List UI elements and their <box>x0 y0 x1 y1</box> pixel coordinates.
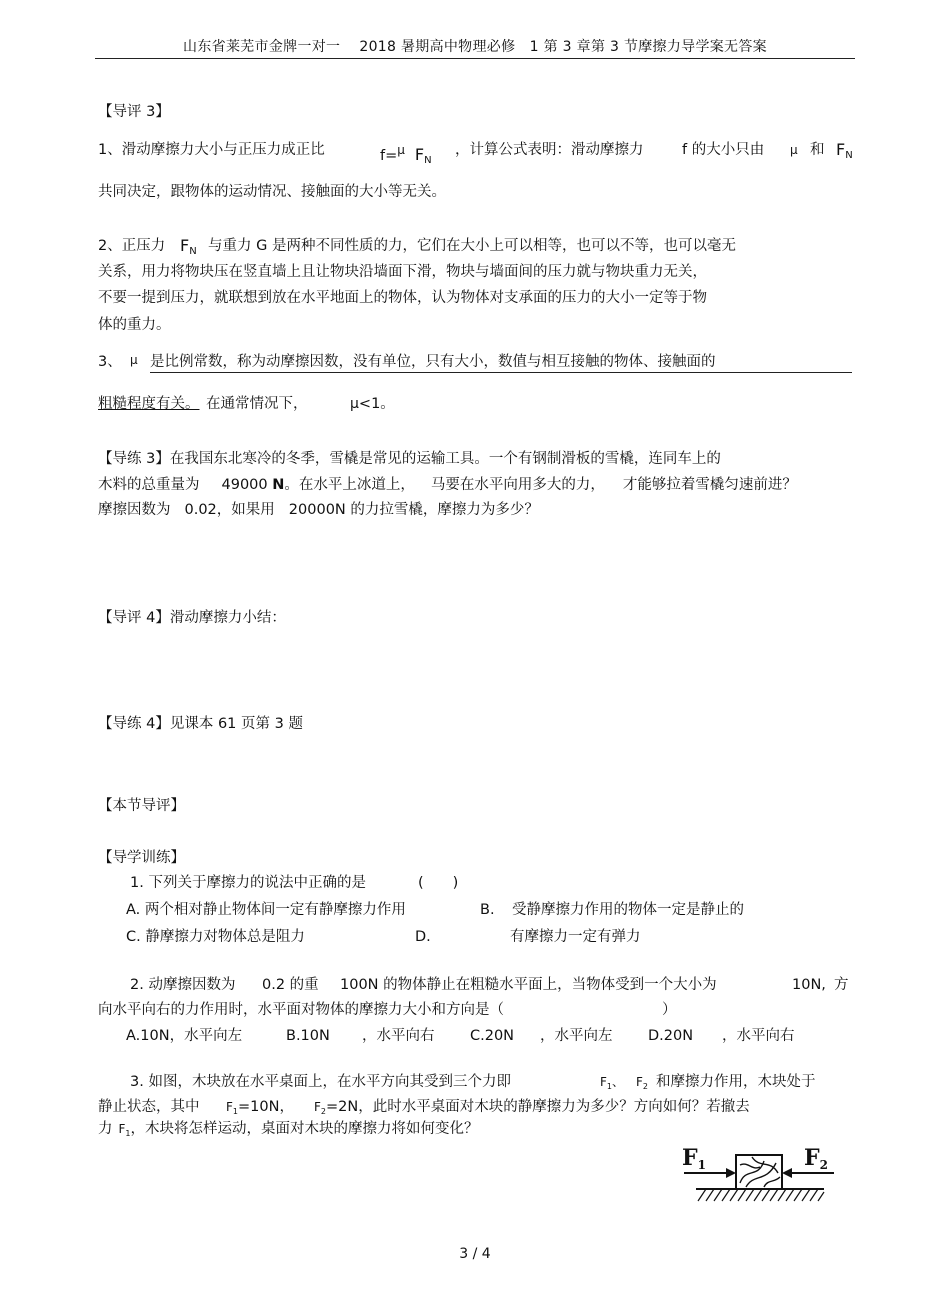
para-2-d: 不要一提到压力，就联想到放在水平地面上的物体，认为物体对支承面的压力的大小一定等于物 <box>98 290 707 306</box>
figure-table-hatching <box>698 1189 824 1201</box>
formula-f: f=$^\mu$ $F_N$ <box>380 143 432 166</box>
para-1-c: ，计算公式表明：滑动摩擦力 <box>455 142 644 158</box>
q2-option-d-dir: ，水平向右 <box>722 1028 795 1044</box>
exercise-3-line-1: 【导练 3】在我国东北寒冷的冬季，雪橇是常见的运输工具。一个有钢制滑板的雪橇，连同车上的 <box>98 451 721 467</box>
para-3-c: 粗糙程度有关。 <box>98 396 200 412</box>
question-2-b: 0.2 的重 <box>262 977 319 993</box>
figure-f1-label: F1 <box>682 1145 706 1172</box>
q1-option-d-label: D. <box>415 929 431 945</box>
q2-option-d: D.20N <box>648 1028 694 1044</box>
exercise-3-line-2: 木料的总重量为 49000 N。在水平上冰道上， 马要在水平向用多大的力， 才能够拉着雪橇匀速前进？ <box>98 477 797 493</box>
q2-option-b: B.10N <box>286 1028 330 1044</box>
q1-option-c: C. 静摩擦力对物体总是阻力 <box>126 929 305 945</box>
q3-f2: $F_2$ <box>636 1075 648 1091</box>
block-force-diagram <box>680 1143 838 1207</box>
question-1-paren: ( ) <box>418 875 459 891</box>
q2-option-a: A.10N，水平向左 <box>126 1028 243 1044</box>
figure-f2-label: F2 <box>804 1145 828 1172</box>
header-rule <box>95 58 855 59</box>
mu-symbol: μ <box>397 143 405 157</box>
mu-symbol: μ <box>130 353 138 367</box>
para-2-b: 与重力 G 是两种不同性质的力，它们在大小上可以相等，也可以不等，也可以毫无 <box>208 238 736 254</box>
para-2-a: 2、正压力 <box>98 238 166 254</box>
page-header: 山东省莱芜市金牌一对一 2018 暑期高中物理必修 1 第 3 章第 3 节摩擦力导学案无答案 <box>183 39 767 55</box>
q3-f1: $F_1$、 <box>600 1075 625 1091</box>
question-2-a: 2. 动摩擦因数为 <box>130 977 236 993</box>
para-1-f: 共同决定，跟物体的运动情况、接触面的大小等无关。 <box>98 184 446 200</box>
question-3-line-1: 3. 如图，木块放在水平桌面上，在水平方向其受到三个力即 <box>130 1074 511 1090</box>
question-2-paren-close: ） <box>662 1002 677 1018</box>
section-heading-3: 【导评 3】 <box>98 104 170 120</box>
para-2-c: 关系，用力将物块压在竖直墙上且让物块沿墙面下滑，物块与墙面间的压力就与物块重力无关， <box>98 264 707 280</box>
question-3-line-1-end: 和摩擦力作用，木块处于 <box>656 1074 816 1090</box>
q1-option-b-label: B. <box>480 902 495 918</box>
question-3-line-2-a: 静止状态，其中 <box>98 1099 200 1115</box>
q3-f1-value: $F_1=10N$， <box>226 1099 294 1116</box>
exercise-3-line-3: 摩擦因数为 0.02，如果用 20000N 的力拉雪橇，摩擦力为多少？ <box>98 502 539 518</box>
para-1-e: 和 <box>810 142 825 158</box>
fn-symbol: $F_N$ <box>180 236 197 257</box>
figure-f2-arrowhead <box>782 1168 792 1178</box>
para-3-b: 是比例常数，称为动摩擦因数，没有单位，只有大小，数值与相互接触的物体、接触面的 <box>150 352 852 373</box>
section-summary-heading: 【本节导评】 <box>98 798 185 814</box>
mu-inequality: μ<1。 <box>350 396 395 412</box>
question-3-line-3: 力 $F_1$，木块将怎样运动，桌面对木块的摩擦力将如何变化？ <box>98 1121 479 1138</box>
para-1-a: 1、滑动摩擦力大小与正压力成正比 <box>98 142 325 158</box>
section-heading-4: 【导评 4】滑动摩擦力小结： <box>98 610 286 626</box>
q1-option-a: A. 两个相对静止物体间一定有静摩擦力作用 <box>126 902 406 918</box>
exercise-4: 【导练 4】见课本 61 页第 3 题 <box>98 716 303 732</box>
question-1: 1. 下列关于摩擦力的说法中正确的是 <box>130 875 366 891</box>
para-2-e: 体的重力。 <box>98 317 171 333</box>
question-2-e: 方 <box>834 977 849 993</box>
para-3-a: 3、 <box>98 354 122 370</box>
q2-option-b-dir: ，水平向右 <box>362 1028 435 1044</box>
q2-option-c-dir: ，水平向左 <box>540 1028 613 1044</box>
q1-option-b: 受静摩擦力作用的物体一定是静止的 <box>512 902 744 918</box>
training-heading: 【导学训练】 <box>98 850 185 866</box>
figure-f1-arrowhead <box>726 1168 736 1178</box>
figure-wood-block <box>736 1155 782 1189</box>
page-number: 3 / 4 <box>459 1246 491 1262</box>
question-2-c: 100N 的物体静止在粗糙水平面上，当物体受到一个大小为 <box>340 977 717 993</box>
question-2-line-2: 向水平向右的力作用时，水平面对物体的摩擦力大小和方向是（ <box>98 1002 504 1018</box>
q2-option-c: C.20N <box>470 1028 515 1044</box>
q1-option-d: 有摩擦力一定有弹力 <box>510 929 641 945</box>
question-2-d: 10N, <box>792 977 826 993</box>
q3-f2-value: $F_2=2N$，此时水平桌面对木块的静摩擦力为多少？方向如何？若撤去 <box>314 1099 750 1116</box>
mu-symbol: μ <box>790 143 798 157</box>
para-1-d: f 的大小只由 <box>682 142 765 158</box>
fn-symbol: $F_N$ <box>836 140 853 161</box>
para-3-d: 在通常情况下， <box>206 396 308 412</box>
